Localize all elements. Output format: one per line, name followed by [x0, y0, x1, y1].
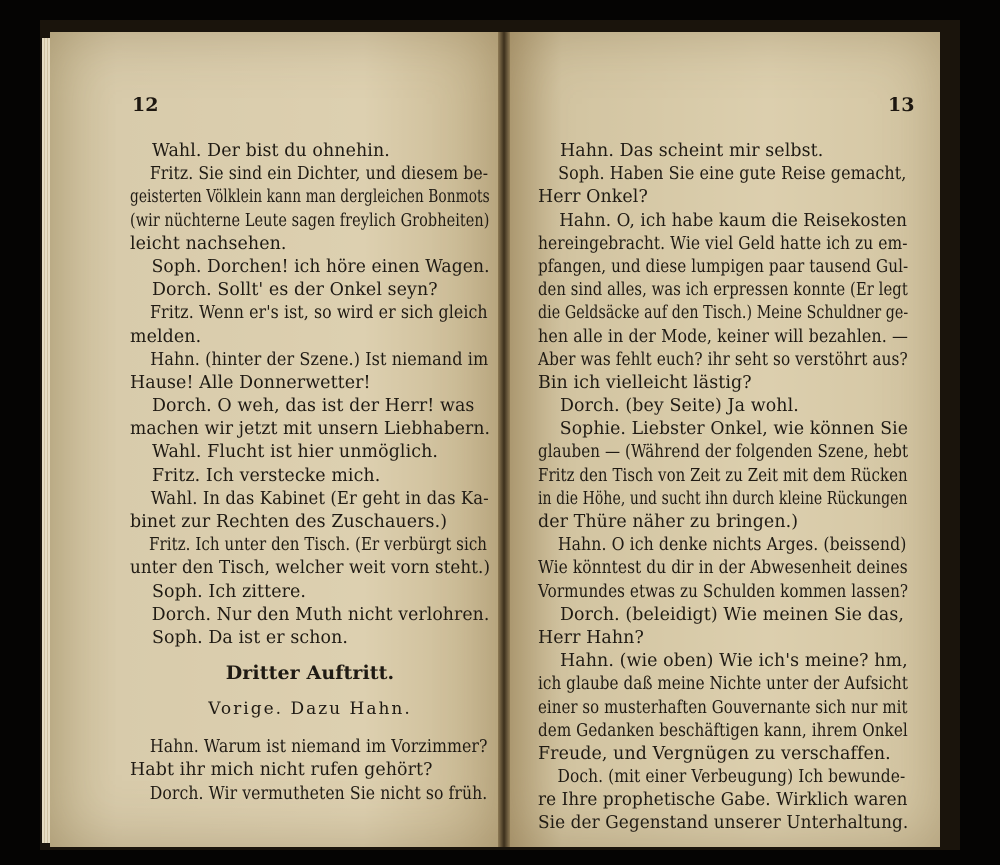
text-line: pfangen, und diese lumpigen paar tausend Gul-	[538, 256, 909, 277]
text-line: Dorch. O weh, das ist der Herr! was	[152, 396, 475, 417]
scene-heading: Dritter Auftritt.	[225, 662, 395, 685]
text-line: Wahl. In das Kabinet (Er geht in das Ka-	[150, 488, 489, 509]
text-line: re Ihre prophetische Gabe. Wirklich waren	[538, 790, 908, 811]
text-line: Wahl. Der bist du ohnehin.	[152, 141, 390, 161]
text-line: Soph. Da ist er schon.	[152, 627, 349, 648]
scene-characters: Vorige. Dazu Hahn.	[208, 699, 412, 720]
left-page	[50, 32, 498, 847]
text-line: (wir nüchterne Leute sagen freylich Grobheiten)	[130, 210, 490, 231]
text-line: Hahn. O ich denke nichts Arges. (beissend)	[557, 535, 907, 556]
text-line: Soph. Ich zittere.	[152, 581, 307, 602]
text-line: Wie könntest du dir in der Abwesenheit deines	[538, 558, 908, 579]
right-page-text	[538, 140, 908, 836]
text-line: glauben — (Während der folgenden Szene, hebt	[538, 442, 909, 463]
text-line: Hahn. O, ich habe kaum die Reisekosten	[559, 210, 908, 231]
text-line: Hause! Alle Donnerwetter!	[130, 372, 371, 393]
open-book	[40, 20, 960, 850]
text-line: Herr Onkel?	[538, 187, 648, 208]
text-line: Soph. Dorchen! ich höre einen Wagen.	[151, 256, 490, 277]
text-line: den sind alles, was ich erpressen konnte (Er legt	[538, 280, 908, 301]
text-line: in die Höhe, und sucht ihn durch kleine Rückungen	[538, 488, 908, 509]
right-page-number: 13	[888, 94, 915, 116]
text-line: hereingebracht. Wie viel Geld hatte ich zu em-	[538, 233, 908, 254]
text-line: Freude, und Vergnügen zu verschaffen.	[538, 743, 891, 764]
text-line: geisterten Völklein kann man dergleichen Bonmots	[130, 187, 490, 208]
text-line: einer so musterhaften Gouvernante sich nur mit	[538, 697, 908, 718]
text-line: Sophie. Liebster Onkel, wie können Sie	[559, 419, 909, 440]
book-gutter	[498, 32, 510, 847]
text-line: dem Gedanken beschäftigen kann, ihrem Onkel	[538, 720, 908, 741]
text-line: binet zur Rechten des Zuschauers.)	[130, 512, 448, 532]
text-line: Soph. Haben Sie eine gute Reise gemacht,	[558, 164, 907, 185]
text-line: melden.	[130, 326, 202, 347]
text-line: Fritz. Sie sind ein Dichter, und diesem be-	[149, 164, 489, 185]
text-line: Hahn. Warum ist niemand im Vorzimmer?	[149, 737, 488, 758]
text-line: Vormundes etwas zu Schulden kommen lassen?	[538, 581, 909, 602]
text-line: Fritz den Tisch von Zeit zu Zeit mit dem Rücken	[538, 465, 908, 486]
text-line: ich glaube daß meine Nichte unter der Aufsicht	[538, 674, 909, 695]
text-line: der Thüre näher zu bringen.)	[538, 512, 799, 532]
text-line: Doch. (mit einer Verbeugung) Ich bewunde-	[557, 767, 906, 788]
text-line: Aber was fehlt euch? ihr seht so verstöhrt aus?	[538, 349, 908, 370]
text-line: Hahn. (hinter der Szene.) Ist niemand im	[150, 349, 489, 370]
text-line: Hahn. Das scheint mir selbst.	[560, 141, 824, 161]
text-line: Dorch. (beleidigt) Wie meinen Sie das,	[560, 604, 905, 625]
text-line: Wahl. Flucht ist hier unmöglich.	[152, 442, 439, 463]
text-line: Habt ihr mich nicht rufen gehört?	[130, 760, 433, 781]
text-line: leicht nachsehen.	[130, 233, 287, 254]
text-line: unter den Tisch, welcher weit vorn steht.)	[130, 558, 491, 579]
text-line: Dorch. Nur den Muth nicht verlohren.	[151, 604, 490, 625]
text-line: machen wir jetzt mit unsern Liebhabern.	[130, 419, 491, 440]
text-line: Dorch. Wir vermutheten Sie nicht so früh.	[149, 783, 488, 804]
text-line: Herr Hahn?	[538, 627, 644, 648]
right-page	[510, 32, 940, 847]
text-line: Hahn. (wie oben) Wie ich's meine? hm,	[560, 651, 908, 672]
text-line: Bin ich vielleicht lästig?	[538, 372, 752, 393]
left-page-text	[130, 140, 490, 806]
text-line: Fritz. Wenn er's ist, so wird er sich gleich	[149, 303, 488, 324]
text-line: Fritz. Ich unter den Tisch. (Er verbürgt sich	[148, 535, 488, 556]
text-line: Fritz. Ich verstecke mich.	[152, 465, 381, 486]
text-line: hen alle in der Mode, keiner will bezahlen. —	[538, 326, 909, 347]
left-page-number: 12	[132, 94, 159, 116]
text-line: Dorch. Sollt' es der Onkel seyn?	[152, 280, 438, 301]
text-line: Dorch. (bey Seite) Ja wohl.	[560, 396, 799, 417]
text-line: die Geldsäcke auf den Tisch.) Meine Schuldner ge-	[538, 303, 909, 324]
text-line: Sie der Gegenstand unserer Unterhaltung.	[538, 813, 909, 834]
